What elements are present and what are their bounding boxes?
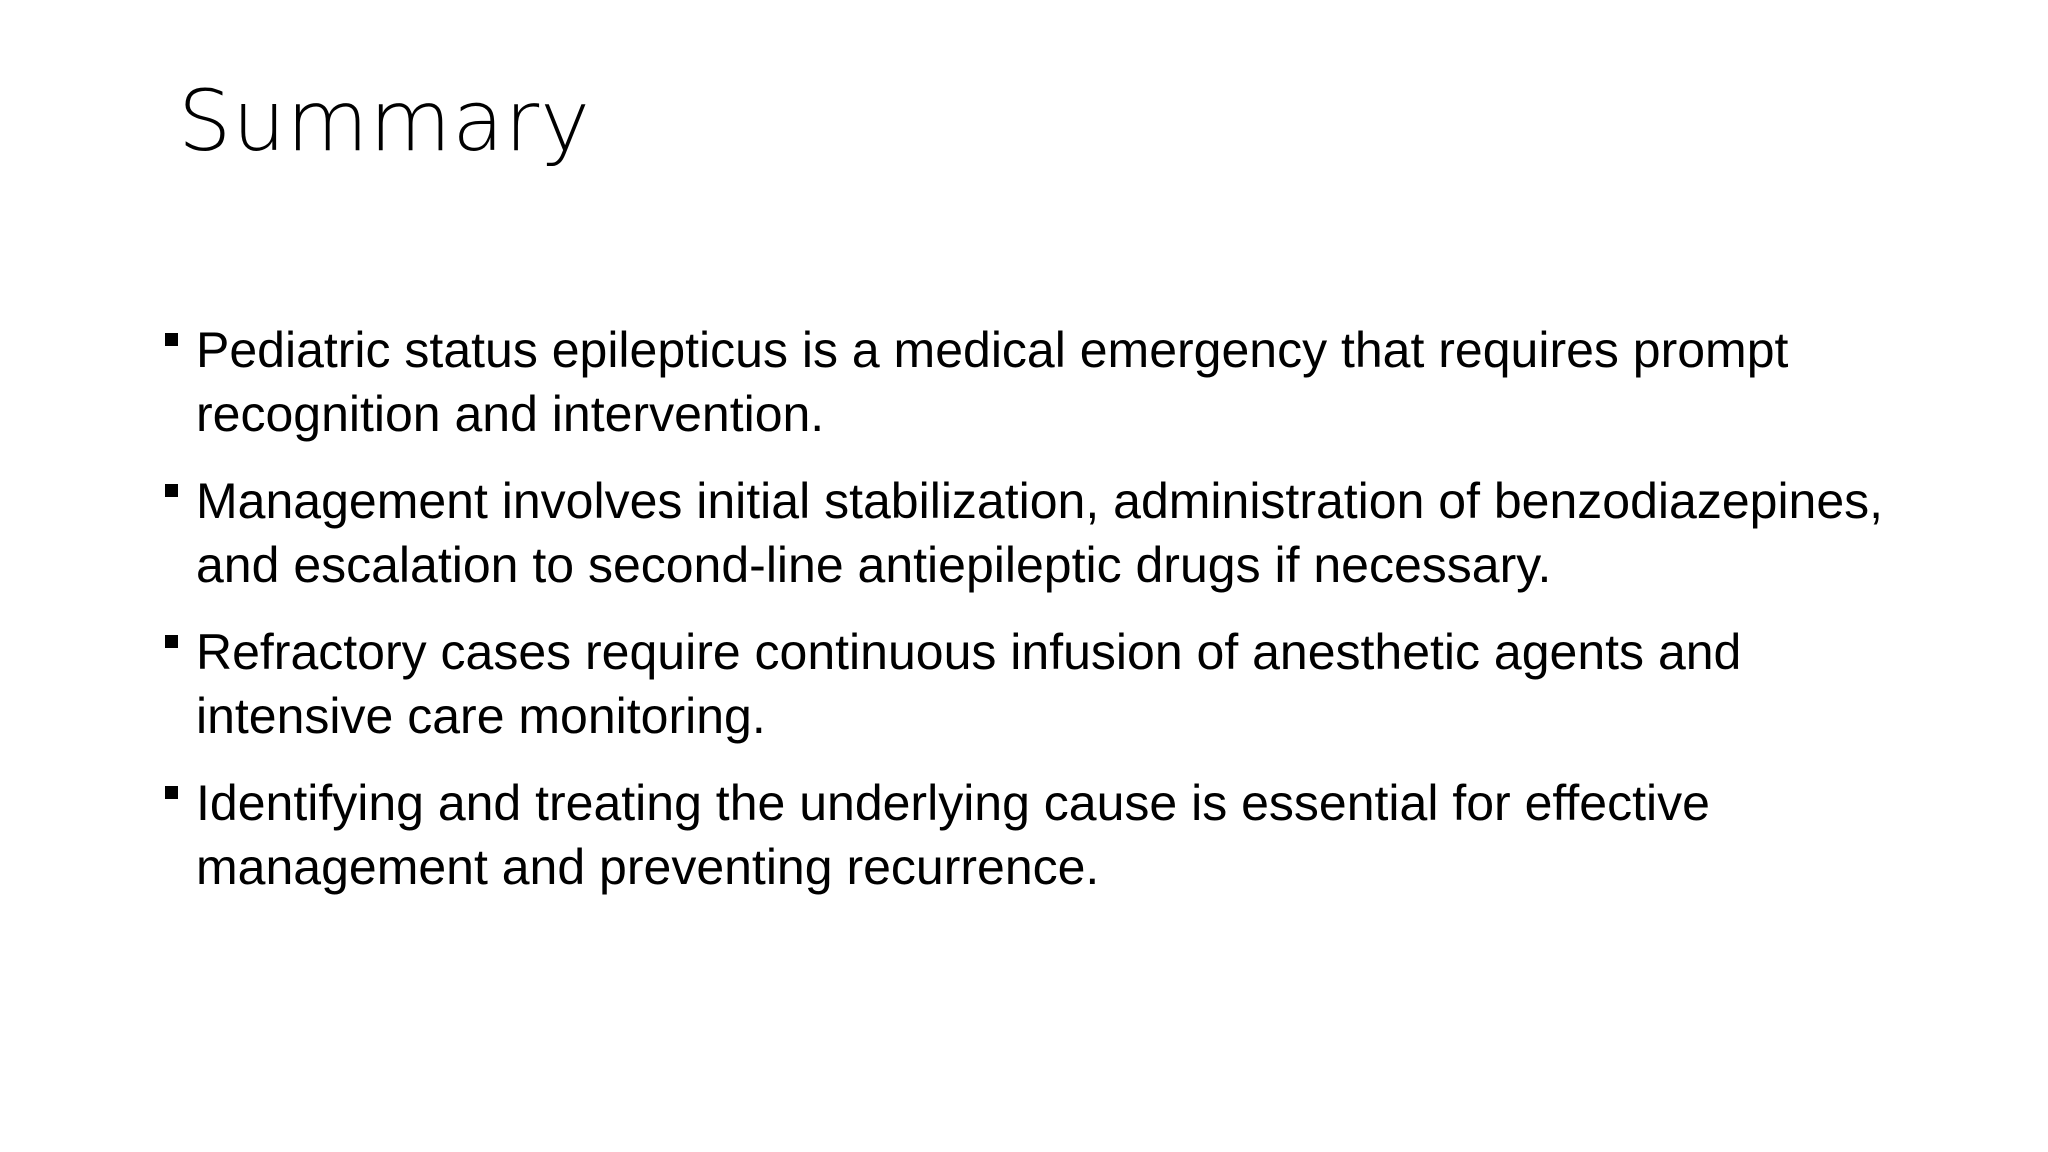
bullet-item-2: [160, 469, 1900, 597]
square-bullet-icon: [165, 635, 178, 648]
bullet-text-3: Refractory cases require continuous infusion of anesthetic agents and intensive care monitoring.: [196, 624, 1742, 744]
bullet-item-4: [160, 771, 1900, 899]
bullet-text-1: Pediatric status epilepticus is a medical emergency that requires prompt recognition and intervention.: [196, 322, 1789, 442]
square-bullet-icon: [165, 786, 178, 799]
square-bullet-icon: [165, 484, 178, 497]
bullet-item-3: [160, 620, 1900, 748]
bullet-item-1: [160, 318, 1900, 446]
slide-title: Summary: [178, 72, 591, 170]
bullet-text-4: Identifying and treating the underlying cause is essential for effective management and preventing recurrence.: [196, 775, 1710, 895]
bullet-text-2: Management involves initial stabilization, administration of benzodiazepines, and escalation to second-line antiepileptic drugs if necessary.: [196, 473, 1884, 593]
square-bullet-icon: [165, 333, 178, 346]
bullet-list: [160, 318, 1900, 922]
